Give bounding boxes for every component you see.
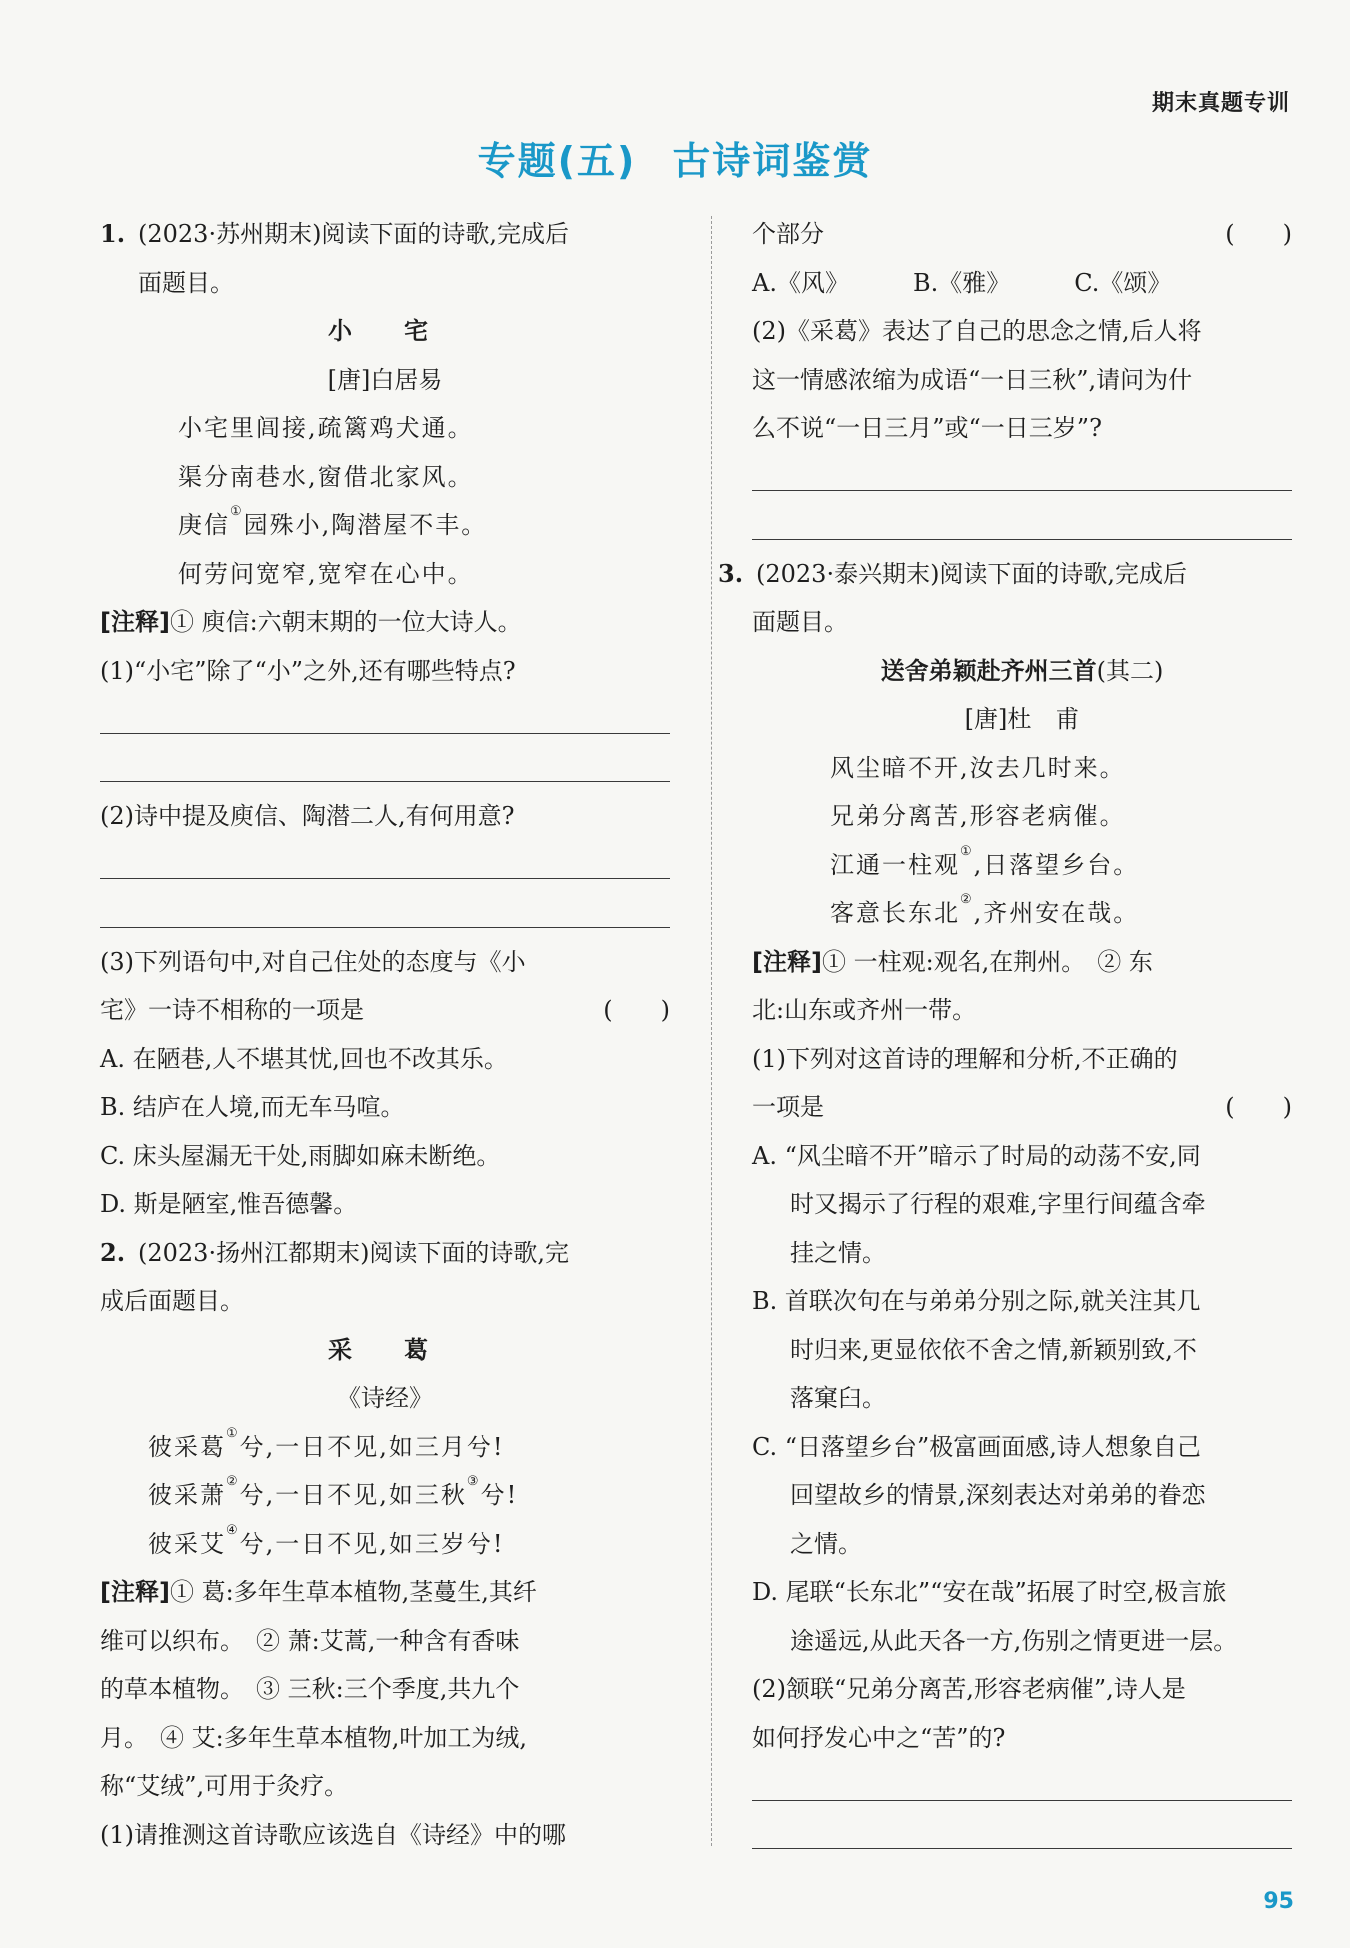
- page-title: [0, 130, 1350, 185]
- answer-line[interactable]: [100, 889, 670, 938]
- sub-question-1: (1)“小宅”除了“小”之外,还有哪些特点?: [100, 656, 516, 685]
- title-topic-name: 古诗词鉴赏: [672, 139, 873, 183]
- option-d: D. 斯是陋室,惟吾德馨。: [100, 1190, 358, 1218]
- option-c: C. 床头屋漏无干处,雨脚如麻未断绝。: [100, 1141, 501, 1170]
- option-b: B. 结庐在人境,而无车马喧。: [100, 1093, 405, 1121]
- question-2-intro: 2. (2023·扬州江都期末)阅读下面的诗歌,完: [100, 1229, 670, 1278]
- option-b: B.《雅》: [912, 268, 1011, 297]
- poem-line: 风尘暗不开,汝去几时来。: [830, 753, 1126, 782]
- option-c-cont: 之情。: [790, 1529, 862, 1558]
- poem-source: 《诗经》: [337, 1384, 433, 1412]
- footnote-marker: ①: [230, 504, 244, 519]
- poem-title: 采 葛: [328, 1335, 442, 1364]
- answer-line[interactable]: [752, 501, 1292, 550]
- poem-note-cont: 的草本植物。 ③ 三秋:三个季度,共九个: [100, 1675, 520, 1703]
- column-divider: [711, 216, 712, 1846]
- sub-question-2-cont: 这一情感浓缩为成语“一日三秋”,请问为什: [752, 365, 1193, 394]
- poem-note-cont: 北:山东或齐州一带。: [752, 996, 977, 1024]
- answer-line[interactable]: [752, 1762, 1292, 1811]
- sub-question-2: (2)《采葛》表达了自己的思念之情,后人将: [752, 317, 1202, 345]
- sub-question-1: (1)下列对这首诗的理解和分析,不正确的: [752, 1044, 1178, 1073]
- question-3-intro-cont: 面题目。: [752, 608, 848, 636]
- option-a: A.《风》: [752, 268, 849, 297]
- sub-question-2-cont: 如何抒发心中之“苦”的?: [752, 1723, 1006, 1752]
- poem-line: 彼采葛①兮,一日不见,如三月兮!: [148, 1425, 505, 1461]
- poem-author: [唐]杜 甫: [964, 705, 1080, 733]
- footnote-marker: ④: [226, 1522, 240, 1538]
- footnote-marker: ③: [466, 1474, 481, 1489]
- option-a-cont: 时又揭示了行程的艰难,字里行间蕴含牵: [790, 1190, 1206, 1218]
- note-label: [注释]: [100, 1578, 170, 1606]
- sub-question-1: (1)请推测这首诗歌应该选自《诗经》中的哪: [100, 1820, 566, 1849]
- poem-line: 彼采萧②兮,一日不见,如三秋③兮!: [148, 1474, 519, 1509]
- options-row: [752, 259, 1292, 308]
- option-b: B. 首联次句在与弟弟分别之际,就关注其几: [752, 1287, 1201, 1315]
- question-number: 3.: [718, 558, 744, 588]
- poem-line: 庚信①园殊小,陶潜屋不丰。: [178, 504, 488, 539]
- poem-line: 彼采艾④兮,一日不见,如三岁兮!: [148, 1522, 505, 1558]
- option-c: C.《颂》: [1074, 268, 1172, 297]
- option-c-cont: 回望故乡的情景,深刻表达对弟弟的眷恋: [790, 1481, 1206, 1509]
- answer-line[interactable]: [100, 744, 670, 793]
- option-a: A. “风尘暗不开”暗示了时局的动荡不安,同: [752, 1141, 1201, 1170]
- note-label: [注释]: [752, 947, 822, 976]
- poem-note: [注释]① 一柱观:观名,在荆州。 ② 东: [752, 947, 1153, 976]
- question-1-intro-cont: 面题目。: [138, 268, 234, 297]
- poem-line: 何劳问宽窄,宽窄在心中。: [178, 559, 474, 588]
- option-b-cont: 落窠臼。: [790, 1384, 886, 1412]
- right-column: [718, 210, 1292, 1859]
- poem-title: 小 宅: [328, 317, 442, 345]
- footnote-marker: ①: [226, 1425, 240, 1441]
- answer-line[interactable]: [100, 695, 670, 744]
- footnote-marker: ②: [960, 892, 974, 907]
- poem-title: 送舍弟颖赴齐州三首: [880, 656, 1097, 685]
- sub-question-1-cont: 个部分 ( ): [752, 210, 1292, 259]
- poem-subtitle: (其二): [1096, 656, 1164, 685]
- answer-line[interactable]: [752, 453, 1292, 502]
- title-topic-number: 专题(五): [477, 139, 637, 183]
- question-number: 1.: [100, 219, 126, 248]
- section-header: 期末真题专训: [1151, 91, 1290, 116]
- poem-line: 小宅里闾接,疏篱鸡犬通。: [178, 414, 474, 442]
- option-b-cont: 时归来,更显依依不舍之情,新颖别致,不: [790, 1335, 1197, 1364]
- poem-title-row: [752, 647, 1292, 696]
- question-number: 2.: [100, 1237, 126, 1267]
- poem-line: 客意长东北②,齐州安在哉。: [830, 892, 1140, 927]
- answer-bracket[interactable]: ( ): [1225, 220, 1292, 248]
- note-label: [注释]: [100, 608, 170, 636]
- answer-bracket[interactable]: ( ): [603, 996, 670, 1024]
- question-3-intro: 3. (2023·泰兴期末)阅读下面的诗歌,完成后: [718, 550, 1292, 599]
- question-2-intro-cont: 成后面题目。: [100, 1287, 244, 1315]
- option-d-cont: 途遥远,从此天各一方,伤别之情更进一层。: [790, 1626, 1238, 1655]
- answer-line[interactable]: [100, 841, 670, 890]
- footnote-marker: ①: [960, 843, 974, 859]
- answer-line[interactable]: [752, 1811, 1292, 1860]
- sub-question-2-cont: 么不说“一日三月”或“一日三岁”?: [752, 414, 1102, 442]
- poem-note: [注释]① 葛:多年生草本植物,茎蔓生,其纤: [100, 1578, 537, 1606]
- question-1-intro: 1. (2023·苏州期末)阅读下面的诗歌,完成后: [100, 210, 670, 259]
- poem-line: 江通一柱观①,日落望乡台。: [830, 843, 1140, 879]
- sub-question-1-cont: 一项是 ( ): [752, 1083, 1292, 1132]
- sub-question-3-cont: 宅》一诗不相称的一项是 ( ): [100, 986, 670, 1035]
- poem-note-cont: 称“艾绒”,可用于灸疗。: [100, 1772, 349, 1800]
- poem-line: 渠分南巷水,窗借北家风。: [178, 462, 474, 491]
- page-number: 95: [1263, 1889, 1294, 1914]
- answer-bracket[interactable]: ( ): [1225, 1093, 1292, 1121]
- option-c: C. “日落望乡台”极富画面感,诗人想象自己: [752, 1432, 1201, 1461]
- option-d: D. 尾联“长东北”“安在哉”拓展了时空,极言旅: [752, 1578, 1227, 1606]
- left-column: [100, 210, 670, 1859]
- sub-question-3: (3)下列语句中,对自己住处的态度与《小: [100, 947, 526, 976]
- poem-note-cont: 维可以织布。 ② 萧:艾蒿,一种含有香味: [100, 1626, 520, 1655]
- poem-line: 兄弟分离苦,形容老病催。: [830, 802, 1126, 830]
- sub-question-2: (2)颔联“兄弟分离苦,形容老病催”,诗人是: [752, 1675, 1186, 1703]
- poem-note-cont: 月。 ④ 艾:多年生草本植物,叶加工为绒,: [100, 1723, 527, 1752]
- poem-note: [注释]① 庾信:六朝末期的一位大诗人。: [100, 608, 522, 636]
- sub-question-2: (2)诗中提及庾信、陶潜二人,有何用意?: [100, 802, 515, 830]
- option-a: A. 在陋巷,人不堪其忧,回也不改其乐。: [100, 1044, 508, 1073]
- poem-author: [唐]白居易: [327, 365, 443, 394]
- option-a-cont: 挂之情。: [790, 1238, 886, 1267]
- footnote-marker: ②: [226, 1474, 240, 1489]
